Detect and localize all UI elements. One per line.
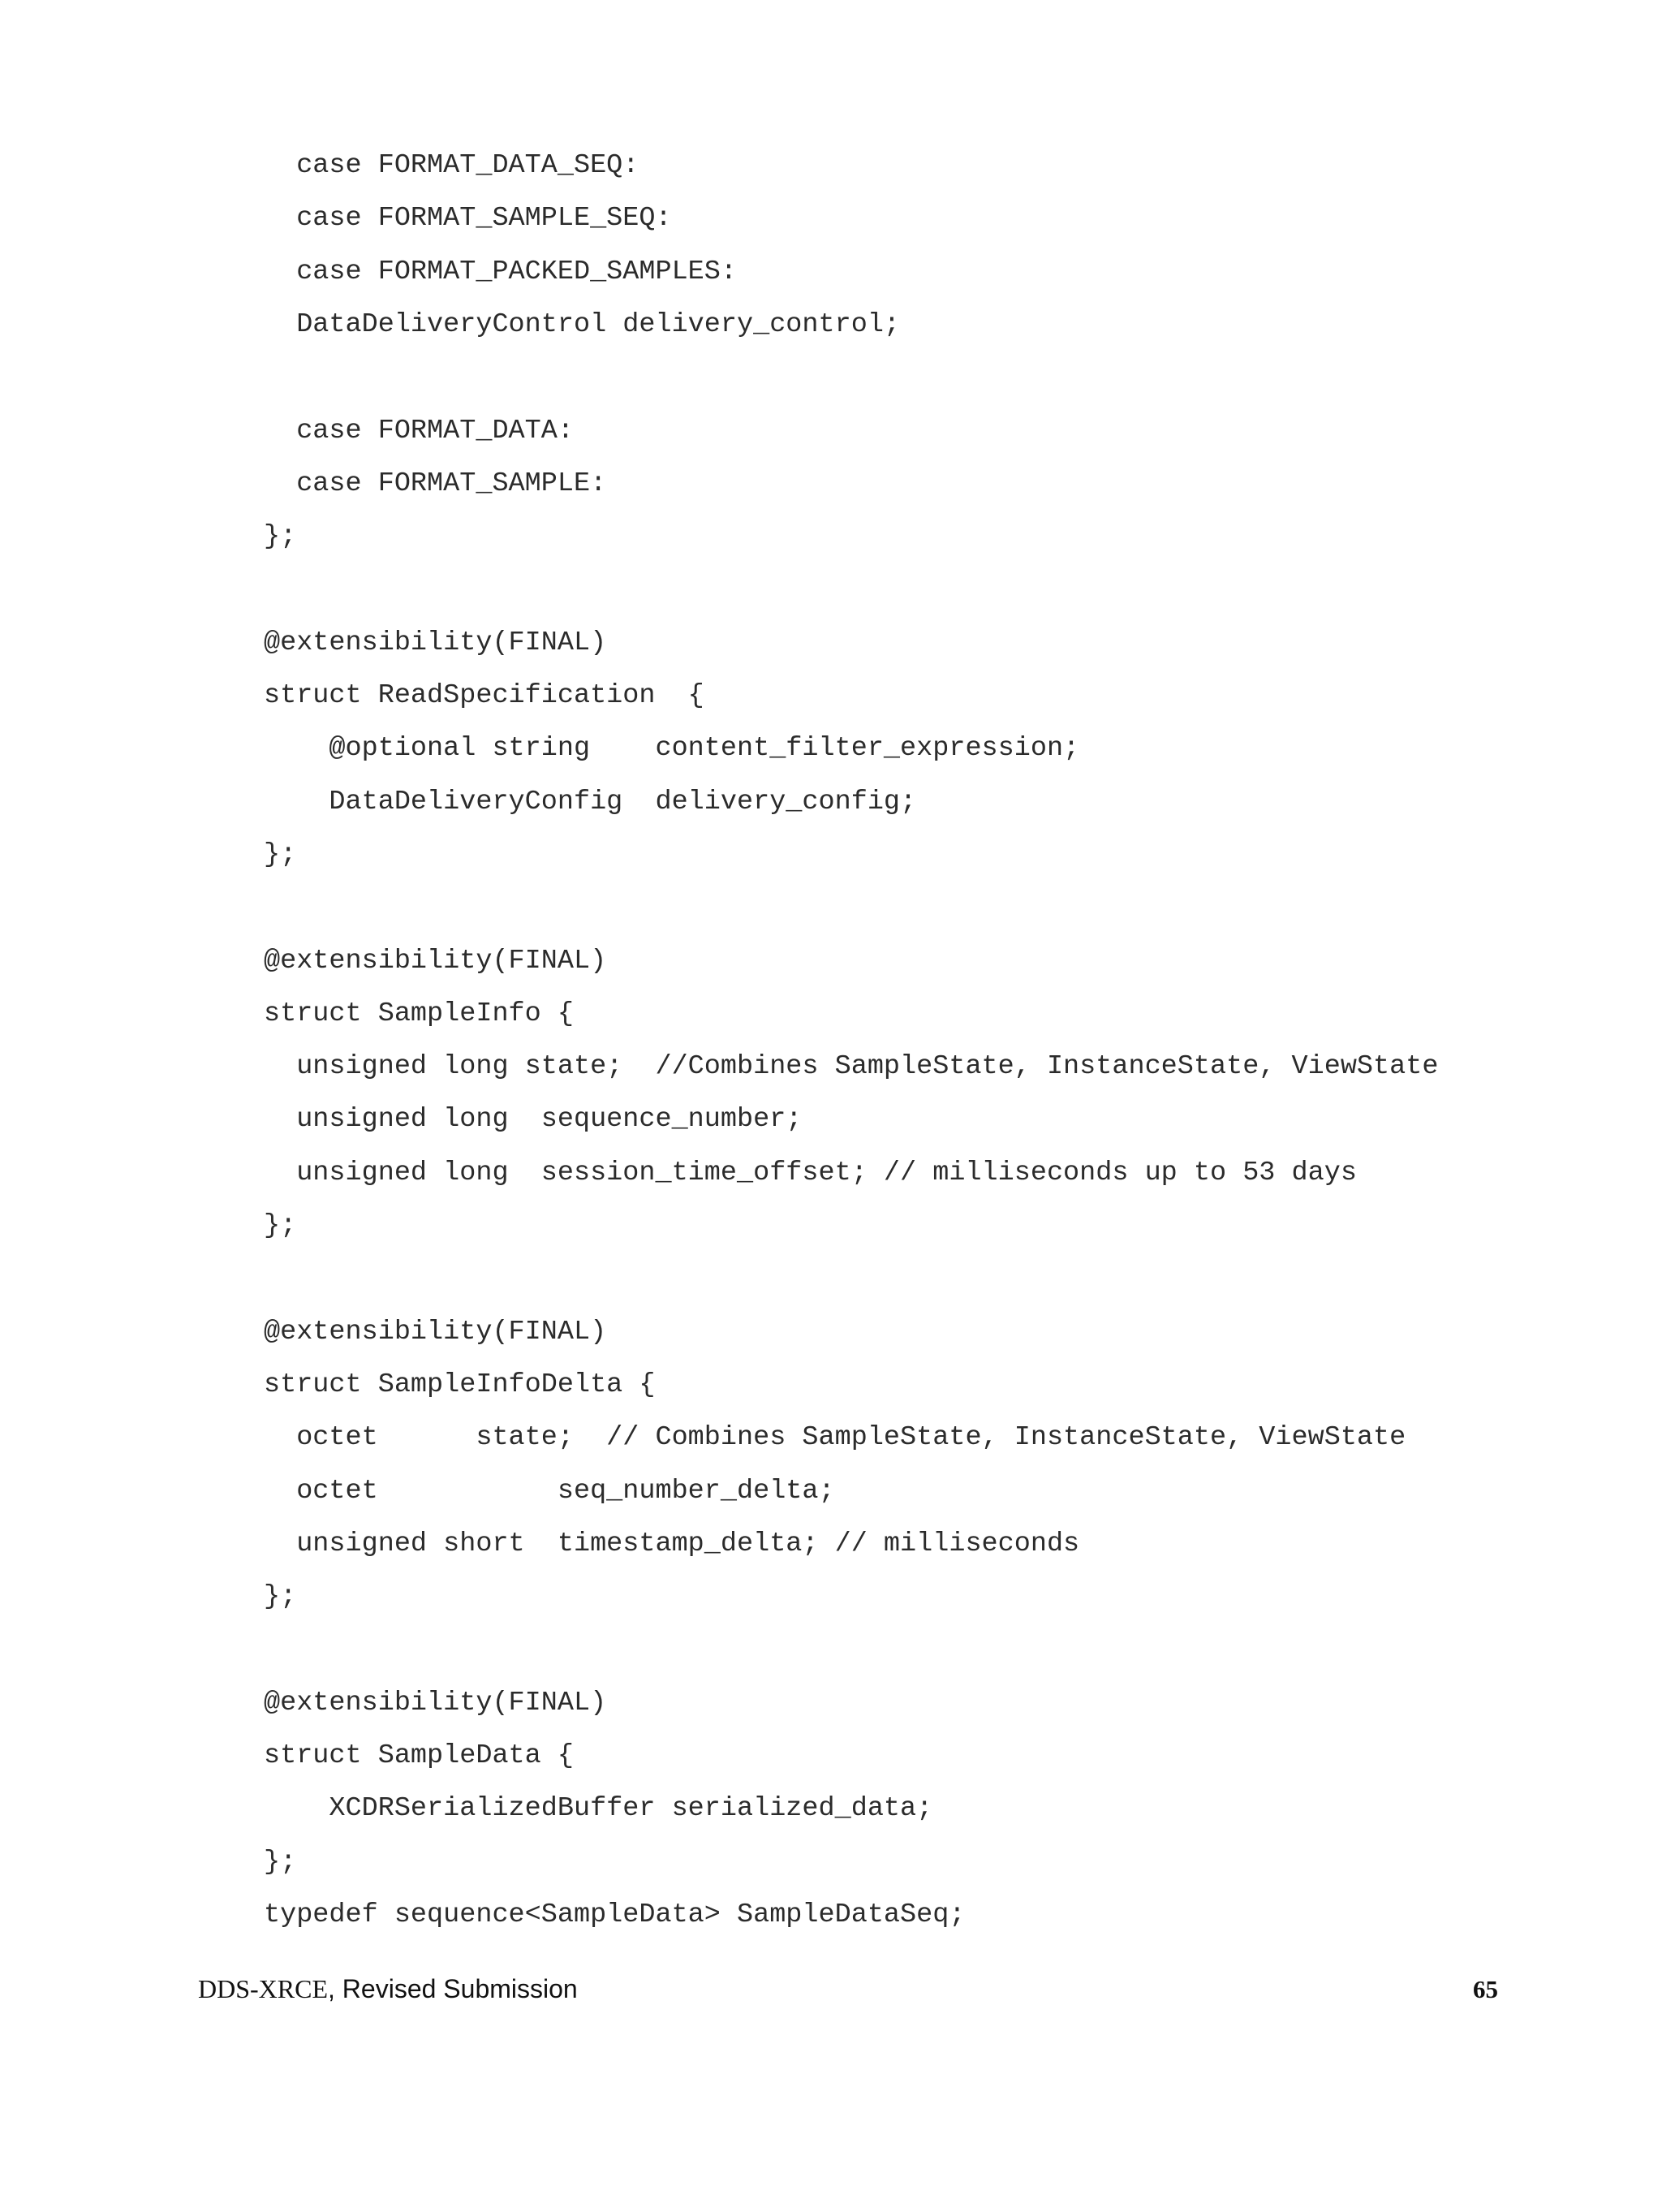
code-line: @extensibility(FINAL) bbox=[264, 945, 607, 977]
code-line: octet state; // Combines SampleState, InstanceState, ViewState bbox=[264, 1422, 1406, 1454]
code-line: unsigned long sequence_number; bbox=[264, 1104, 803, 1136]
code-line: struct ReadSpecification { bbox=[264, 680, 704, 711]
code-line: }; bbox=[264, 521, 297, 553]
footer-doc-subtitle: , Revised Submission bbox=[328, 1974, 578, 2003]
code-line: unsigned short timestamp_delta; // milliseconds bbox=[264, 1528, 1080, 1559]
code-line: }; bbox=[264, 839, 297, 870]
code-line: }; bbox=[264, 1581, 297, 1613]
code-line: case FORMAT_DATA_SEQ: bbox=[264, 150, 639, 181]
code-line: octet seq_number_delta; bbox=[264, 1475, 835, 1507]
footer-document-title bbox=[198, 1973, 578, 2005]
code-line: DataDeliveryConfig delivery_config; bbox=[264, 786, 917, 817]
code-line: }; bbox=[264, 1846, 297, 1878]
code-line: struct SampleData { bbox=[264, 1740, 574, 1771]
code-line: case FORMAT_PACKED_SAMPLES: bbox=[264, 256, 737, 287]
code-line: }; bbox=[264, 1210, 297, 1241]
code-line: unsigned long state; //Combines SampleState, InstanceState, ViewState bbox=[264, 1051, 1439, 1083]
code-line: typedef sequence<SampleData> SampleDataSeq; bbox=[264, 1899, 966, 1930]
code-line: struct SampleInfo { bbox=[264, 998, 574, 1029]
code-line: case FORMAT_DATA: bbox=[264, 415, 574, 446]
code-line: XCDRSerializedBuffer serialized_data; bbox=[264, 1793, 933, 1825]
code-line: @optional string content_filter_expression; bbox=[264, 733, 1080, 765]
code-line: @extensibility(FINAL) bbox=[264, 627, 607, 658]
code-line: @extensibility(FINAL) bbox=[264, 1316, 607, 1347]
footer-doc-name: DDS-XRCE bbox=[198, 1974, 329, 2003]
code-line: @extensibility(FINAL) bbox=[264, 1687, 607, 1718]
code-line: unsigned long session_time_offset; // milliseconds up to 53 days bbox=[264, 1157, 1357, 1188]
code-line: struct SampleInfoDelta { bbox=[264, 1369, 656, 1400]
page-number: 65 bbox=[1473, 1975, 1498, 2003]
code-line: case FORMAT_SAMPLE_SEQ: bbox=[264, 203, 672, 235]
code-line: case FORMAT_SAMPLE: bbox=[264, 468, 607, 499]
code-line: DataDeliveryControl delivery_control; bbox=[264, 308, 901, 340]
